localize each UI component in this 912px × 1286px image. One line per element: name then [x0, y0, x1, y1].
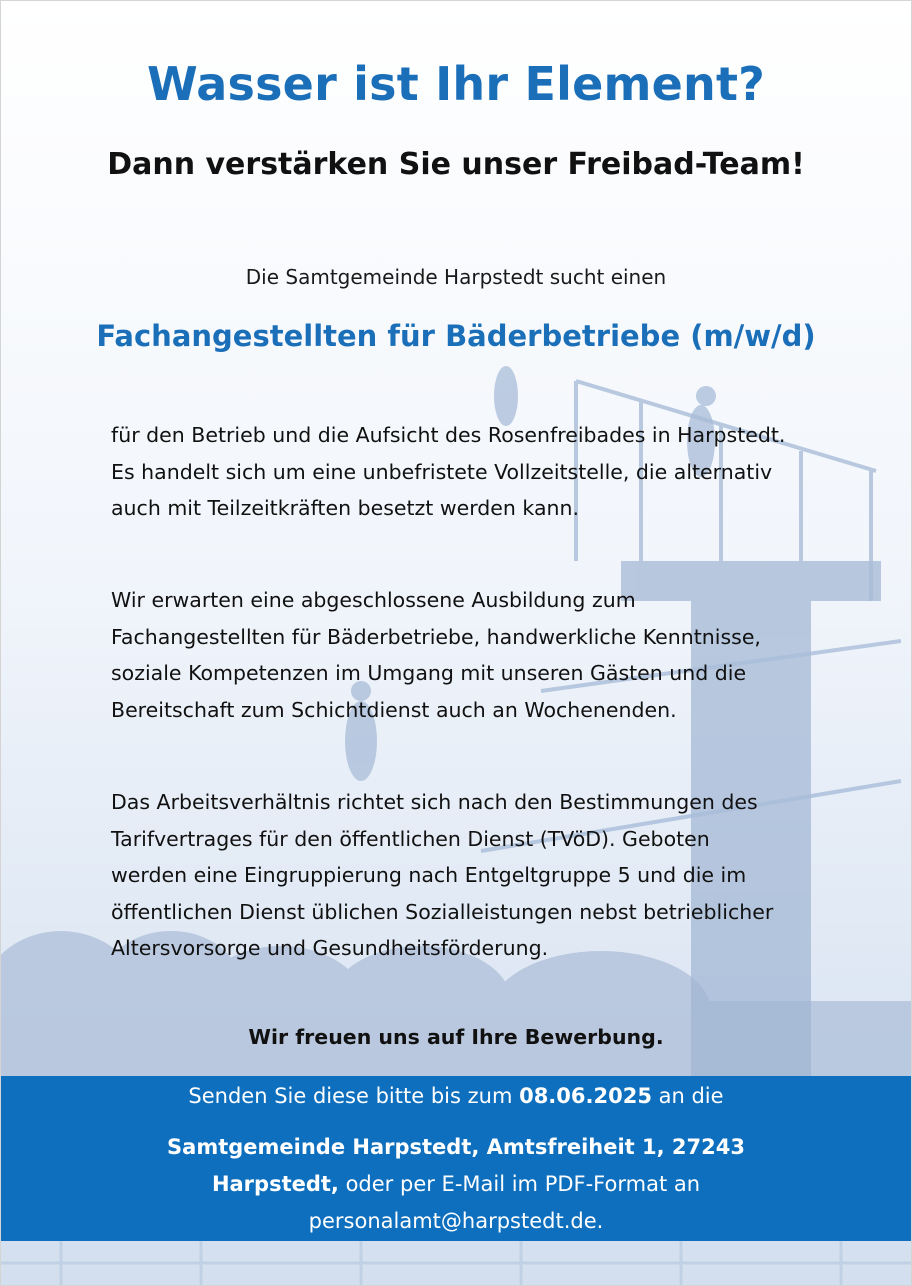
email-suffix: . [596, 1209, 604, 1233]
subheadline: Dann verstärken Sie unser Freibad-Team! [107, 147, 805, 182]
deadline-date: 08.06.2025 [519, 1084, 652, 1108]
application-footer [1, 1076, 911, 1241]
headline: Wasser ist Ihr Element? [146, 57, 766, 111]
address: Samtgemeinde Harpstedt, Amtsfreiheit 1, 27243 Harpstedt, [167, 1135, 745, 1196]
job-title: Fachangestellten für Bäderbetriebe (m/w/d) [96, 319, 816, 353]
email-link[interactable]: personalamt@harpstedt.de [308, 1209, 597, 1233]
description-paragraph: für den Betrieb und die Aufsicht des Rosenfreibades in Harpstedt. Es handelt sich um eine unbefristete Vollzeitstelle, die alternativ auch mit Teilzeitkräften besetzt werden kann. [111, 423, 786, 520]
requirements-paragraph: Wir erwarten eine abgeschlossene Ausbildung zum Fachangestellten für Bäderbetriebe, handwerkliche Kenntnisse, soziale Kompetenzen im Umgang mit unseren Gästen und die Bereitschaft zum Schichtdienst auch an Wochenenden. [111, 588, 761, 722]
closing-line: Wir freuen uns auf Ihre Bewerbung. [248, 1025, 664, 1049]
address-block [131, 1129, 781, 1240]
deadline-prefix: Senden Sie diese bitte bis zum [188, 1084, 520, 1108]
deadline-line [1, 1084, 911, 1108]
conditions-paragraph: Das Arbeitsverhältnis richtet sich nach den Bestimmungen des Tarifvertrages für den öffentlichen Dienst (TVöD). Geboten werden eine Eingruppierung nach Entgeltgruppe 5 und die im öffentlichen Dienst üblichen Sozialleistungen nebst betrieblicher Altersvorsorge und Gesundheitsförderung. [111, 790, 774, 960]
deadline-suffix: an die [651, 1084, 724, 1108]
intro-text: Die Samtgemeinde Harpstedt sucht einen [245, 265, 667, 289]
email-prefix: oder per E-Mail im PDF-Format an [338, 1172, 701, 1196]
